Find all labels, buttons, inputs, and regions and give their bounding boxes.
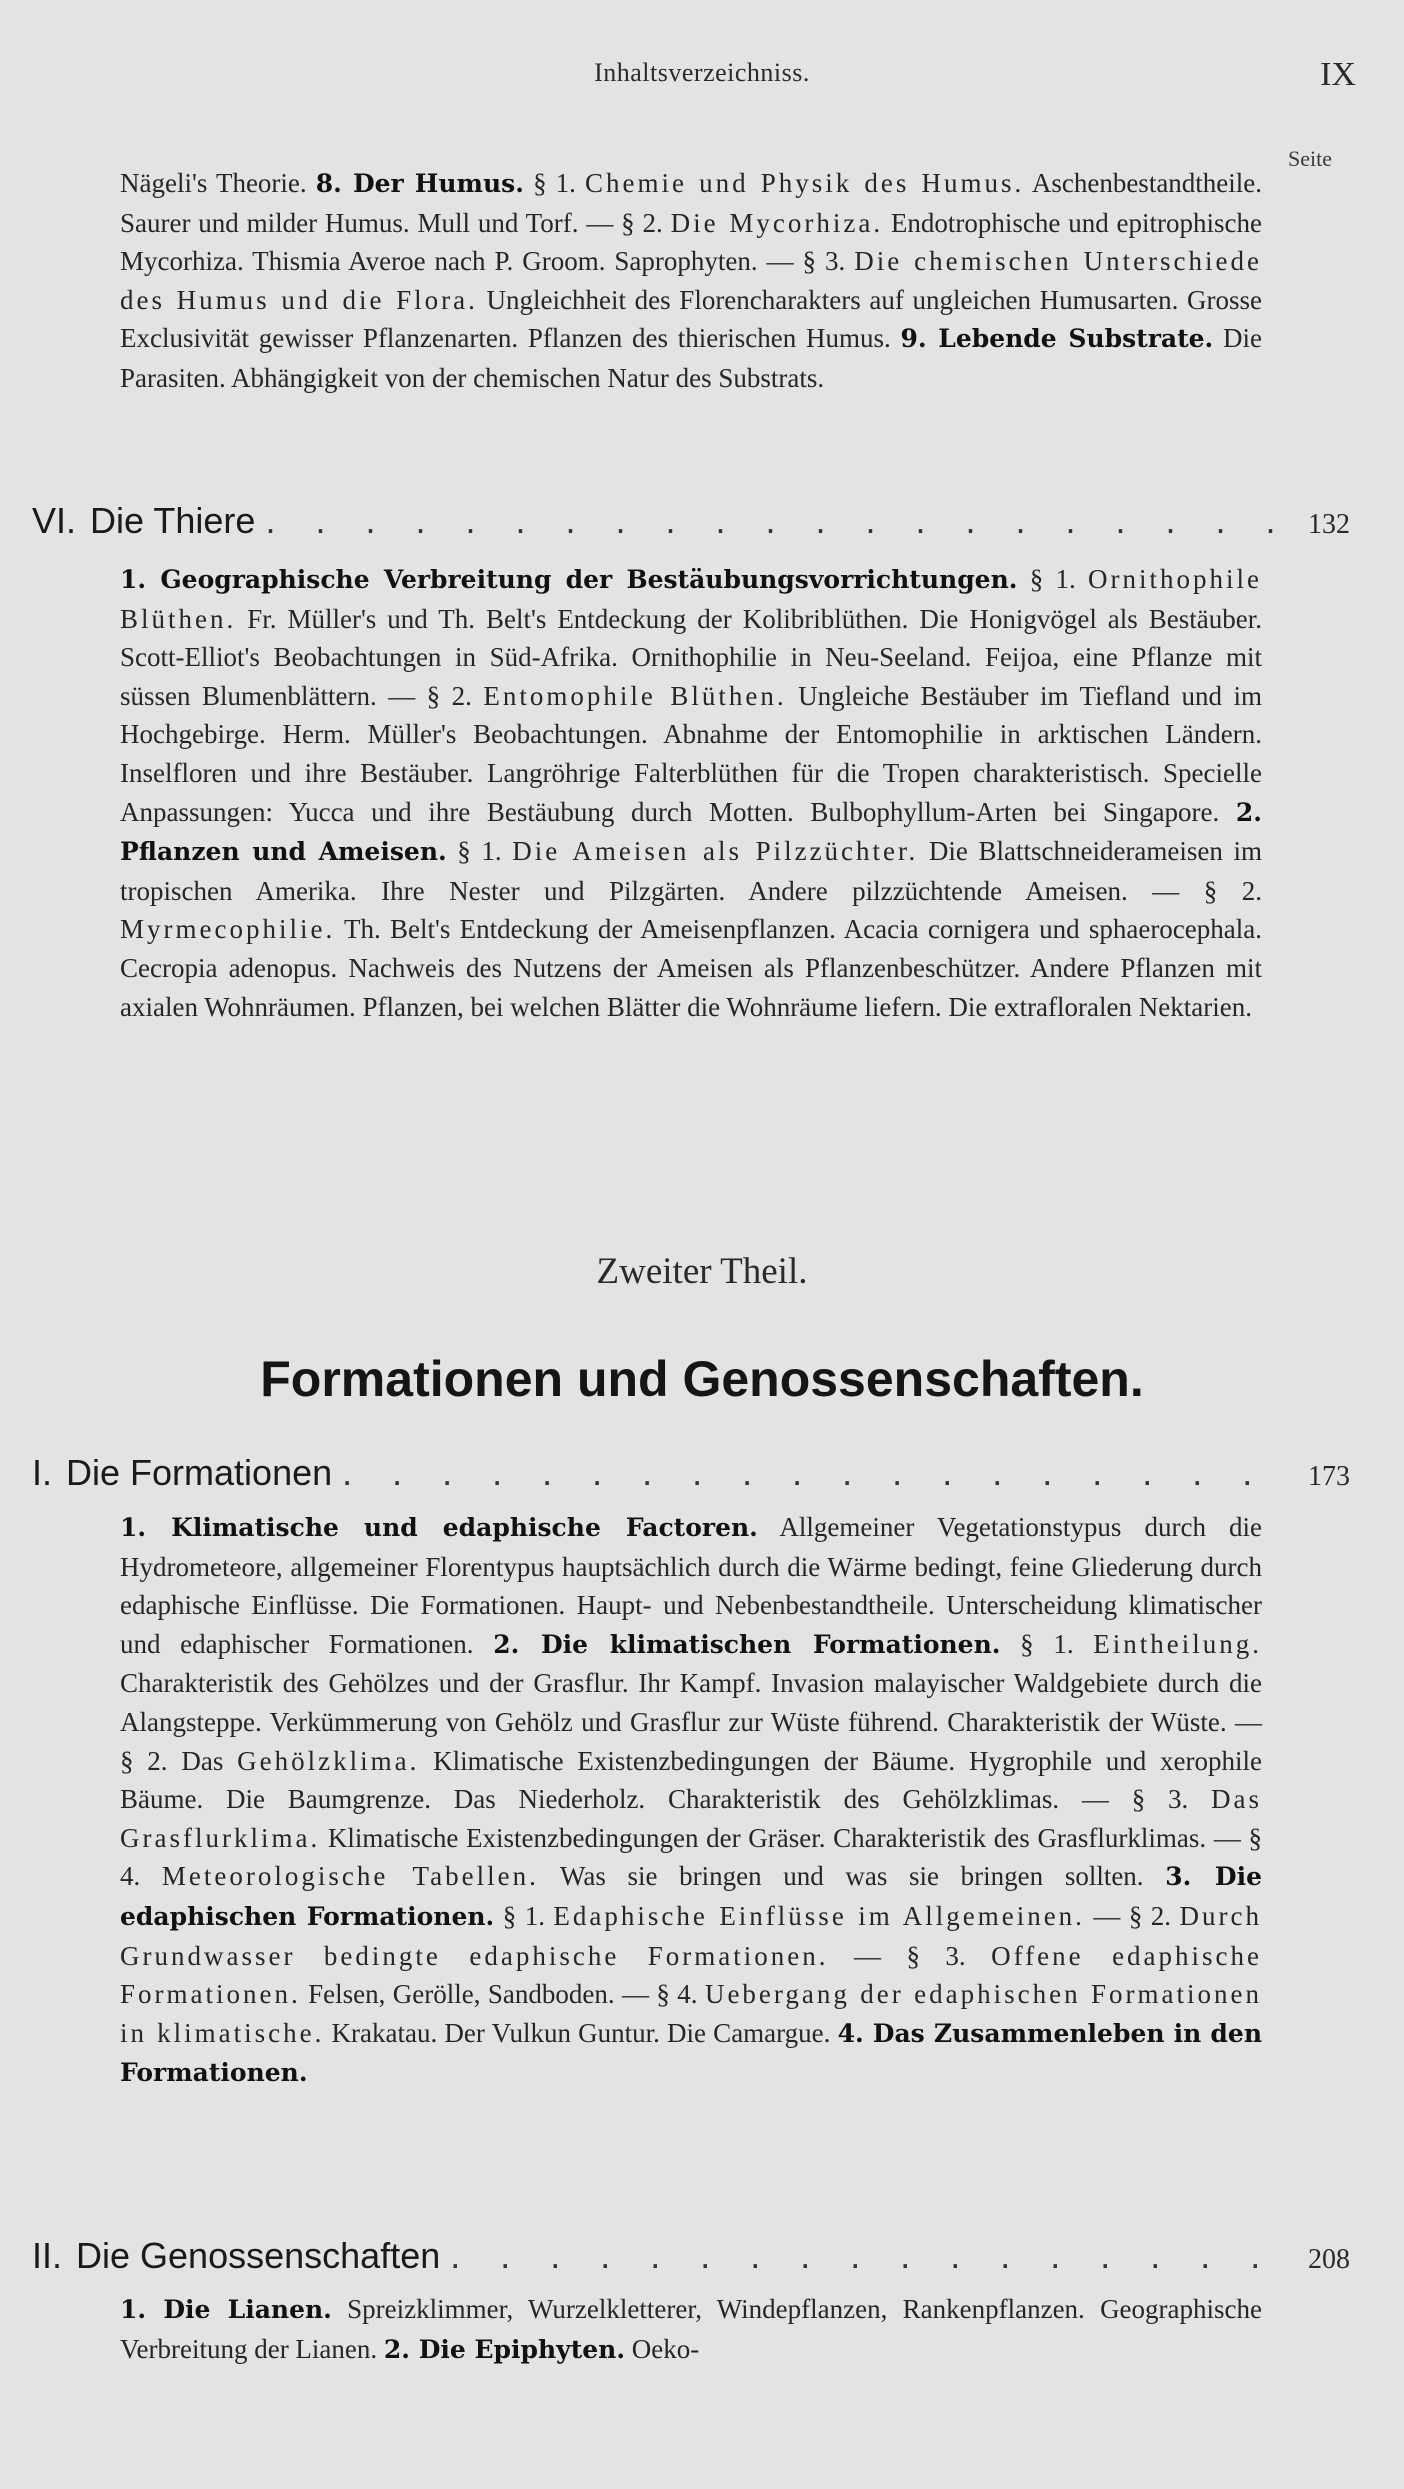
- toc-text: Klimatische Existenzbedingungen der Bäume. Hygrophile und xerophile Bäume. Die Baumgrenze. Das Niederholz. Charakteristik des Gehölzklimas. — § 3.: [120, 1745, 1262, 1815]
- dot-leader: [342, 1452, 1294, 1494]
- section-heading-der-humus: 8. Der Humus.: [315, 169, 524, 198]
- part-subtitle: Zweiter Theil.: [596, 1251, 808, 1292]
- subsection-title: Das Grasflurklima.: [120, 1784, 1262, 1853]
- chapter-page-number: 173: [1308, 1461, 1350, 1492]
- toc-entry-chapter-ii: [120, 2290, 1262, 2369]
- toc-text: Nägeli's Theorie.: [120, 168, 307, 198]
- seite-column-label: Seite: [1288, 146, 1332, 171]
- toc-text: Allgemeiner Vegetationstypus durch die Hydrometeore, allgemeiner Florentypus hauptsächlich durch die Wärme bedingt, feine Gliederung durch edaphische Einflüsse. Die Formationen. Haupt- und Nebenbestandtheile. Unterscheidung klimatischer und edaphischer Formationen.: [120, 1512, 1262, 1659]
- chapter-page-number: 132: [1308, 509, 1350, 540]
- running-title: Inhaltsverzeichniss.: [594, 58, 810, 87]
- section-heading-edaphische-formationen: 3. Die edaphischen Formationen.: [120, 1862, 1263, 1931]
- page-number: IX: [1320, 56, 1356, 93]
- toc-text: Was sie bringen und was sie bringen sollten.: [538, 1861, 1166, 1892]
- toc-text: § 1.: [1017, 564, 1089, 594]
- toc-text: Ungleichheit des Florencharakters auf ungleichen Humusarten. Grosse Exclusivität gewisser Pflanzenarten. Pflanzen des thierischen Humus.: [120, 284, 1262, 354]
- chapter-title: Die Formationen: [66, 1452, 333, 1493]
- section-heading-bestaeubung: 1. Geographische Verbreitung der Bestäubungsvorrichtungen.: [120, 565, 1018, 594]
- subsection-title: Chemie und Physik des Humus.: [585, 168, 1025, 198]
- toc-text: § 1.: [494, 1900, 554, 1931]
- subsection-title: Offene edaphische Formationen.: [120, 1940, 1263, 2010]
- toc-text: § 1.: [446, 836, 513, 867]
- part-title: Formationen und Genossenschaften.: [260, 1351, 1144, 1407]
- chapter-roman-numeral: VI.: [32, 500, 77, 541]
- toc-text: — § 3.: [828, 1940, 992, 1971]
- subsection-title: Myrmecophilie.: [120, 914, 336, 945]
- dot-leader: [265, 500, 1294, 542]
- toc-text: § 1.: [523, 168, 586, 198]
- dot-leader: [450, 2235, 1294, 2277]
- chapter-title: Die Thiere: [90, 500, 256, 541]
- toc-entry-chapter-i: [120, 1508, 1262, 2093]
- toc-text: Die Blattschneiderameisen im tropischen Amerika. Ihre Nester und Pilzgärten. Andere pilzzüchtende Ameisen. — § 2.: [120, 836, 1263, 906]
- toc-text: Th. Belt's Entdeckung der Ameisenpflanzen. Acacia cornigera und sphaerocephala. Cecropia adenopus. Nachweis des Nutzens der Ameisen als Pflanzenbeschützer. Andere Pflanzen mit axialen Wohnräumen. Pflanzen, bei welchen Blätter die Wohnräume liefern. Die extrafloralen Nektarien.: [120, 914, 1262, 1022]
- toc-text: Krakatau. Der Vulkun Guntur. Die Camargue.: [324, 2017, 838, 2048]
- subsection-title: Die chemischen Unterschiede des Humus und die Flora.: [120, 246, 1263, 315]
- toc-text: Klimatische Existenzbedingungen der Gräser. Charakteristik des Grasflurklimas. — § 4.: [120, 1822, 1262, 1892]
- toc-text: Aschenbestandtheile. Saurer und milder Humus. Mull und Torf. — § 2.: [120, 168, 1263, 238]
- subsection-title: Entomophile Blüthen.: [483, 680, 787, 711]
- subsection-title: Edaphische Einflüsse im Allgemeinen.: [553, 1900, 1085, 1931]
- section-heading-lebende-substrate: 9. Lebende Substrate.: [900, 324, 1214, 354]
- toc-text: Oeko-: [625, 2333, 700, 2364]
- toc-text: — § 2.: [1084, 1900, 1180, 1931]
- toc-text: Charakteristik des Gehölzes und der Grasflur. Ihr Kampf. Invasion malayischer Waldgebiete durch die Alangsteppe. Verkümmerung von Gehölz und Grasflur zur Wüste führend. Charakteristik der Wüste. — § 2. Das: [120, 1668, 1262, 1776]
- toc-text: Fr. Müller's und Th. Belt's Entdeckung der Kolibriblüthen. Die Honigvögel als Bestäuber. Scott-Elliot's Beobachtungen in Süd-Afrika. Ornithophilie in Neu-Seeland. Feijoa, eine Pflanze mit süssen Blumenblättern. — § 2.: [120, 603, 1262, 711]
- toc-chapter-ii: [32, 2235, 1350, 2277]
- toc-chapter-i: [32, 1452, 1350, 1494]
- chapter-roman-numeral: II.: [32, 2235, 63, 2276]
- section-heading-zusammenleben: 4. Das Zusammenleben in den Formationen.: [120, 2018, 1262, 2088]
- toc-text: § 1.: [1000, 1628, 1094, 1659]
- toc-text: Endotrophische und epitrophische Mycorhiza. Thismia Averoe nach P. Groom. Saprophyten. — § 3.: [120, 207, 1262, 277]
- subsection-title: Durch Grundwasser bedingte edaphische Formationen.: [120, 1900, 1263, 1971]
- subsection-title: Die Mycorhiza.: [670, 207, 884, 238]
- chapter-roman-numeral: I.: [32, 1452, 53, 1493]
- subsection-title: Ornithophile Blüthen.: [120, 564, 1263, 634]
- toc-text: Ungleiche Bestäuber im Tiefland und im Hochgebirge. Herm. Müller's Beobachtungen. Abnahme der Entomophilie in arktischen Ländern. Inselfloren und ihre Bestäuber. Langröhrige Falterblüthen für die Tropen charakteristisch. Specielle Anpassungen: Yucca und ihre Bestäubung durch Motten. Bulbophyllum-Arten bei Singapore.: [120, 680, 1262, 827]
- chapter-page-number: 208: [1308, 2244, 1350, 2275]
- chapter-title: Die Genossenschaften: [76, 2235, 441, 2276]
- toc-text: Spreizklimmer, Wurzelkletterer, Windepflanzen, Rankenpflanzen. Geographische Verbreitung der Lianen.: [120, 2294, 1262, 2364]
- toc-text: Die Parasiten. Abhängigkeit von der chemischen Natur des Substrats.: [120, 323, 1262, 393]
- section-heading-pflanzen-und-ameisen: 2. Pflanzen und Ameisen.: [120, 797, 1262, 867]
- toc-entry-chapter-v-continued: [120, 164, 1262, 398]
- subsection-title: Uebergang der edaphischen Formationen in klimatische.: [120, 1979, 1262, 2048]
- subsection-title: Die Ameisen als Pilzzüchter.: [512, 836, 919, 867]
- subsection-title: Meteorologische Tabellen.: [161, 1861, 539, 1892]
- toc-chapter-vi: [32, 500, 1350, 542]
- subsection-title: Gehölzklima.: [237, 1745, 420, 1776]
- subsection-title: Eintheilung.: [1093, 1628, 1263, 1659]
- toc-text: Felsen, Gerölle, Sandboden. — § 4.: [300, 1979, 705, 2010]
- toc-entry-chapter-vi: [120, 560, 1262, 1026]
- section-heading-lianen: 1. Die Lianen.: [120, 2295, 332, 2324]
- section-heading-epiphyten: 2. Die Epiphyten.: [383, 2334, 626, 2364]
- section-heading-factoren: 1. Klimatische und edaphische Factoren.: [120, 1513, 758, 1542]
- section-heading-klimatische-formationen: 2. Die klimatischen Formationen.: [493, 1629, 1001, 1659]
